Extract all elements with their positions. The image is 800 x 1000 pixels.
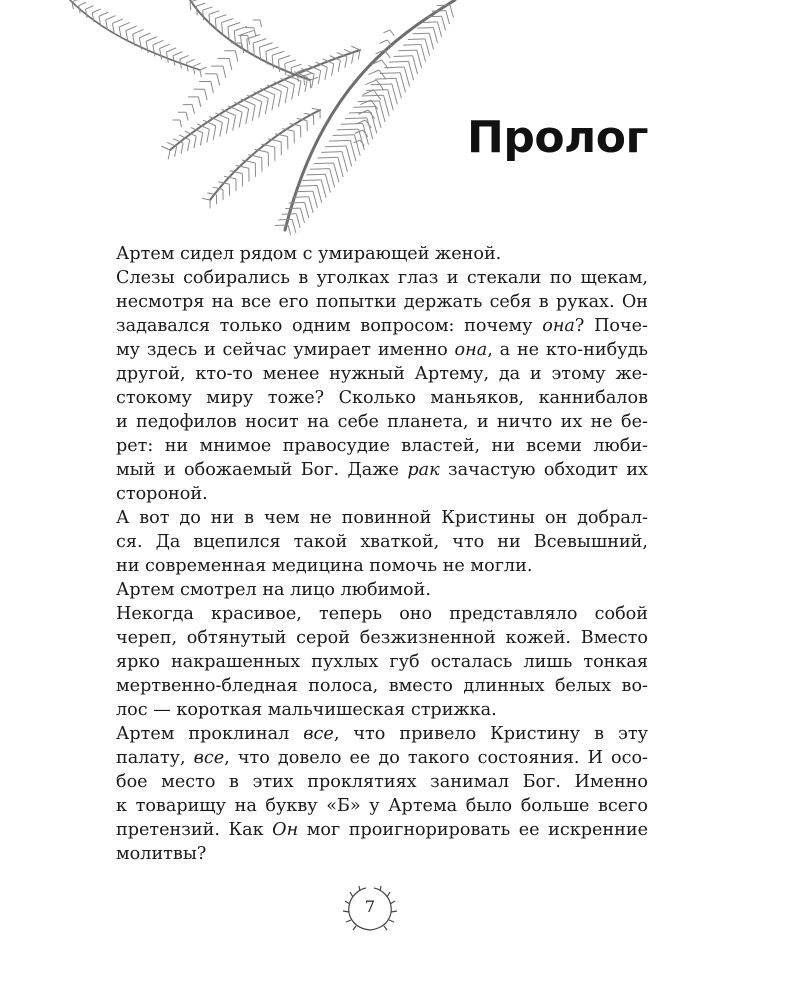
text-line (116, 314, 648, 338)
text-run: лос — короткая мальчишеская стрижка. (116, 700, 497, 720)
emphasis: рак (407, 460, 440, 480)
text-line (116, 722, 648, 746)
text-run: молитвы? (116, 844, 207, 864)
text-run: претензий. Как (116, 820, 273, 840)
page-number: 7 (364, 897, 376, 916)
text-line (116, 386, 648, 410)
text-run: Слезы собирались в уголках глаз и стекали по щекам, (116, 268, 648, 288)
text-run: ни современная медицина помочь не могли. (116, 556, 533, 576)
emphasis: она (454, 340, 488, 360)
text-line (116, 770, 648, 794)
text-line (116, 818, 648, 842)
text-run: , а не кто-нибудь (487, 340, 648, 360)
text-run: Некогда красивое, теперь оно представляло собой (116, 604, 648, 624)
text-line (116, 482, 648, 506)
text-line (116, 602, 648, 626)
text-line (116, 242, 648, 266)
text-run: А вот до ни в чем не повинной Кристины он добрал- (116, 508, 648, 528)
text-line (116, 746, 648, 770)
text-line (116, 338, 648, 362)
text-run: , что довело ее до такого состояния. И осо- (224, 748, 648, 768)
text-line (116, 362, 648, 386)
text-line (116, 530, 648, 554)
text-run: несмотря на все его попытки держать себя в руках. Он (116, 292, 648, 312)
text-line (116, 266, 648, 290)
text-run: палату, (116, 748, 194, 768)
text-run: к товарищу на букву «Б» у Артема было больше всего (116, 796, 648, 816)
text-line (116, 506, 648, 530)
text-line (116, 458, 648, 482)
emphasis: все (193, 748, 225, 768)
text-run: рет: ни мнимое правосудие властей, ни всеми люби- (116, 436, 648, 456)
body-text (116, 242, 648, 866)
page-number-ornament (338, 882, 402, 936)
text-line (116, 674, 648, 698)
text-run: череп, обтянутый серой безжизненной кожей. Вместо (116, 628, 648, 648)
text-run: другой, кто-то менее нужный Артему, да и этому же- (116, 364, 648, 384)
text-run: Артем сидел рядом с умирающей женой. (116, 244, 502, 264)
text-run: мый и обожаемый Бог. Даже (116, 460, 408, 480)
text-line (116, 698, 648, 722)
text-run: бое место в этих проклятиях занимал Бог. Именно (116, 772, 648, 792)
text-run: Артем смотрел на лицо любимой. (116, 580, 431, 600)
text-run: стокому миру тоже? Сколько маньяков, каннибалов (116, 388, 648, 408)
emphasis: Он (272, 820, 299, 840)
text-run: задавался только одним вопросом: почему (116, 316, 543, 336)
spruce-branch-illustration (60, 0, 460, 235)
emphasis: она (542, 316, 575, 336)
text-run: ся. Да вцепился такой хваткой, что ни Всевышний, (116, 532, 648, 552)
text-run: стороной. (116, 484, 208, 504)
text-line (116, 842, 648, 866)
text-line (116, 290, 648, 314)
text-run: зачастую обходит их (439, 460, 648, 480)
text-run: мог проигнорировать ее искренние (298, 820, 648, 840)
text-line (116, 554, 648, 578)
text-line (116, 650, 648, 674)
text-run: ярко накрашенных пухлых губ осталась лишь тонкая (116, 652, 648, 672)
text-run: мертвенно-бледная полоса, вместо длинных белых во- (116, 676, 648, 696)
text-line (116, 626, 648, 650)
text-line (116, 410, 648, 434)
emphasis: все (303, 724, 334, 744)
text-line (116, 578, 648, 602)
text-run: му здесь и сейчас умирает именно (116, 340, 455, 360)
text-run: ? Поче- (574, 316, 648, 336)
text-run: и педофилов носит на себе планета, и ничто их не бе- (116, 412, 648, 432)
text-line (116, 434, 648, 458)
text-run: , что привело Кристину в эту (333, 724, 648, 744)
chapter-title: Пролог (467, 112, 648, 163)
text-run: Артем проклинал (116, 724, 304, 744)
text-line (116, 794, 648, 818)
